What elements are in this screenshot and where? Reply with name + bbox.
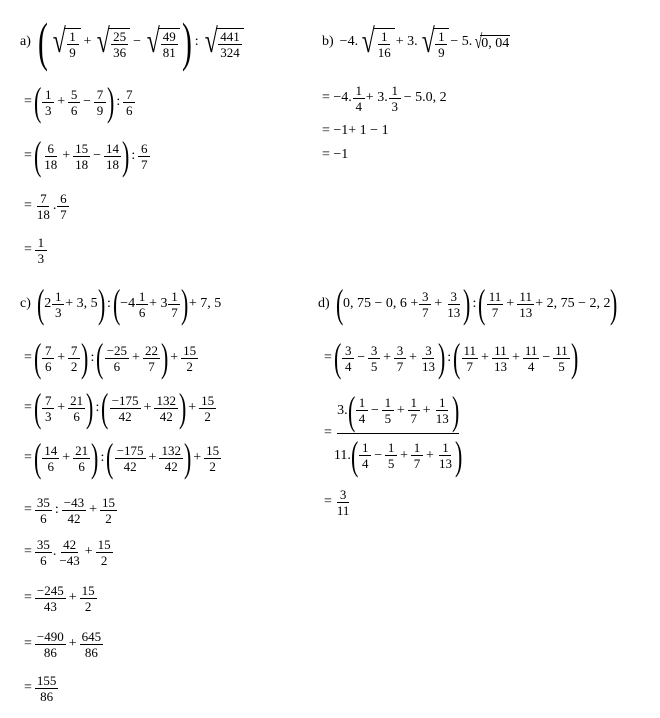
fraction: $\frac{15}{2}$ xyxy=(97,536,111,568)
fraction: $\frac{3}{7}$ xyxy=(394,344,406,373)
paren: ( xyxy=(33,335,42,380)
problem-b xyxy=(322,20,511,64)
step-a4 xyxy=(22,230,48,270)
paren: ( xyxy=(106,435,114,480)
paren: ( xyxy=(335,281,344,326)
den: 324 xyxy=(220,44,240,60)
sqrt: √ $\frac{1}{16}$ xyxy=(359,25,395,59)
fraction: $\frac{14}{18}$ xyxy=(106,140,120,172)
sqrt: √ $\frac{49}{81}$ xyxy=(144,25,180,59)
fraction: $\frac{6}{18}$ xyxy=(44,140,58,172)
fraction: $\frac{-490}{86}$ xyxy=(36,628,64,660)
fraction: $\frac{22}{7}$ xyxy=(144,342,158,374)
fraction: $\frac{-245}{43}$ xyxy=(36,582,64,614)
fraction: $\frac{15}{18}$ xyxy=(75,140,89,172)
step-d1: = ( $\frac{3}{4}$ − $\frac{3}{5}$ + $\frac{3}{7}$ + $\frac{3}{13}$ ) : ( $\frac{11}{7}$ + $\frac{11}{13}$ + $\frac{11}{4}$ − $\frac{11}{5}$ ) xyxy=(324,335,579,380)
step-c4: = $\frac{35}{6}$ : $\frac{-43}{42}$ + $\frac{15}{2}$ xyxy=(24,494,116,526)
fraction: $\frac{132}{42}$ xyxy=(161,442,181,474)
label-d: d) xyxy=(318,296,330,311)
step-a2: = ( $\frac{6}{18}$ + $\frac{15}{18}$ − $\frac{14}{18}$ ) : $\frac{6}{7}$ xyxy=(22,136,151,176)
fraction: $\frac{-175}{42}$ xyxy=(116,442,144,474)
fraction: $\frac{35}{6}$ xyxy=(36,494,50,526)
fraction: $\frac{21}{6}$ xyxy=(70,392,84,424)
step-b1 xyxy=(322,80,447,116)
paren: ( xyxy=(453,335,461,380)
paren: ) xyxy=(81,335,89,380)
fraction: $\frac{3}{11}$ xyxy=(336,486,350,518)
fraction: $\frac{645}{86}$ xyxy=(81,628,102,660)
den: 81 xyxy=(162,44,176,60)
paren: ( xyxy=(478,281,486,326)
fraction: $\frac{3}{7}$ xyxy=(419,290,431,319)
fraction: $\frac{3}{5}$ xyxy=(368,344,380,373)
label-c: c) xyxy=(20,296,31,311)
sqrt: √ $\frac{25}{36}$ xyxy=(94,25,130,59)
fraction: $\frac{7}{6}$ xyxy=(123,88,135,117)
paren: ( xyxy=(347,387,355,433)
equals: = xyxy=(24,148,32,163)
fraction: $\frac{1}{6}$ xyxy=(136,290,148,319)
fraction: $\frac{15}{2}$ xyxy=(201,392,215,424)
fraction: $\frac{1}{7}$ xyxy=(168,290,180,319)
coef: + 3. xyxy=(365,90,388,105)
sqrt: √ $\frac{441}{324}$ xyxy=(202,25,244,59)
fraction: $\frac{42}{-43}$ xyxy=(59,536,80,568)
equals: = xyxy=(24,198,32,213)
step-b3 xyxy=(322,146,348,164)
step-c2: = ( $\frac{7}{3}$ + $\frac{21}{6}$ ) : ( $\frac{-175}{42}$ + $\frac{132}{42}$ ) + $\frac{15}{2}$ xyxy=(24,385,215,430)
fraction: $\frac{11}{7}$ xyxy=(488,288,502,320)
fraction: $\frac{6}{7}$ xyxy=(138,142,150,171)
paren: ( xyxy=(36,281,45,326)
step-d3: = $\frac{3}{11}$ xyxy=(324,486,350,518)
step-c7: = $\frac{-490}{86}$ + $\frac{645}{86}$ xyxy=(24,628,102,660)
fraction: $\frac{1}{4}$ xyxy=(353,84,365,113)
fraction: $\frac{11}{7}$ xyxy=(463,342,477,374)
paren: ) xyxy=(181,12,192,72)
paren: ( xyxy=(96,335,104,380)
paren: ( xyxy=(350,432,359,478)
coef: + 3. xyxy=(395,34,418,49)
step-c5: = $\frac{35}{6}$ . $\frac{42}{-43}$ + $\frac{15}{2}$ xyxy=(24,536,111,568)
minus: − xyxy=(133,34,142,49)
fraction: $\frac{-43}{42}$ xyxy=(63,494,85,526)
paren: ) xyxy=(451,387,460,433)
paren: ( xyxy=(33,385,42,430)
den: 9 xyxy=(69,44,76,60)
fraction: $\frac{21}{6}$ xyxy=(75,442,89,474)
step-c6: = $\frac{-245}{43}$ + $\frac{15}{2}$ xyxy=(24,582,95,614)
paren: ) xyxy=(610,281,618,326)
paren: ( xyxy=(112,281,121,326)
fraction: $\frac{11}{13}$ xyxy=(519,288,533,320)
num: 49 xyxy=(162,28,176,44)
paren: ( xyxy=(33,133,42,178)
fraction: $\frac{7}{3}$ xyxy=(42,394,54,423)
paren: ) xyxy=(463,281,471,326)
plus: + xyxy=(83,34,92,49)
paren: ( xyxy=(33,435,42,480)
step-a1: = ( $\frac{1}{3}$ + $\frac{5}{6}$ − $\frac{7}{9}$ ) : $\frac{7}{6}$ xyxy=(22,82,136,122)
paren: ( xyxy=(101,385,109,430)
fraction: $\frac{15}{2}$ xyxy=(81,582,95,614)
equals: = xyxy=(24,242,32,257)
fraction: $\frac{5}{6}$ xyxy=(68,88,80,117)
label-a: a) xyxy=(20,34,31,49)
paren: ) xyxy=(122,133,130,178)
equals: = −4. xyxy=(322,90,352,105)
fraction: $\frac{-25}{6}$ xyxy=(106,342,128,374)
step-c1: = ( $\frac{7}{6}$ + $\frac{7}{2}$ ) : ( $\frac{-25}{6}$ + $\frac{22}{7}$ ) + $\frac{15}{2}$ xyxy=(24,335,197,380)
fraction: $\frac{7}{6}$ xyxy=(42,344,54,373)
sqrt: √ $\frac{1}{9}$ xyxy=(50,25,81,59)
fraction: $\frac{3}{13}$ xyxy=(421,342,435,374)
divide: : xyxy=(194,34,199,49)
fraction: $\frac{132}{42}$ xyxy=(156,392,176,424)
paren: ( xyxy=(333,335,342,380)
dot: . xyxy=(52,198,57,213)
coef: −4. xyxy=(339,34,359,49)
paren: ) xyxy=(183,435,192,480)
paren: ( xyxy=(33,79,42,124)
step-c8: = $\frac{155}{86}$ xyxy=(24,672,57,704)
fraction: $\frac{-175}{42}$ xyxy=(111,392,139,424)
fraction: $\frac{3}{4}$ xyxy=(342,344,354,373)
fraction: $\frac{11}{5}$ xyxy=(555,342,568,374)
fraction: $\frac{7}{2}$ xyxy=(68,344,80,373)
step-text: = −1+ 1 − 1 xyxy=(322,123,389,138)
problem-d: d) ( 0, 75 − 0, 6 + $\frac{3}{7}$ + $\frac{3}{13}$ ) : ( $\frac{11}{7}$ + $\frac{11}{13}$ + 2, 75 − 2, 2 ) xyxy=(318,281,618,326)
fraction: $\frac{15}{2}$ xyxy=(206,442,220,474)
paren: ) xyxy=(91,435,99,480)
step-b2 xyxy=(322,122,389,140)
fraction: $\frac{15}{2}$ xyxy=(183,342,197,374)
fraction: $\frac{14}{6}$ xyxy=(44,442,58,474)
step-text: = −1 xyxy=(322,147,349,162)
big-fraction: 3. ( $\frac{1}{4}$ − $\frac{1}{5}$ + $\frac{1}{7}$ + $\frac{1}{13}$ ) 11. ( $\frac{1}{4}$ − $\frac{1}{5}$ + $\frac{1}{7}$ + $\frac{1}{13}$ ) xyxy=(333,387,463,478)
fraction: $\frac{7}{18}$ xyxy=(36,190,50,222)
paren: ) xyxy=(107,79,115,124)
label-b: b) xyxy=(322,34,334,49)
fraction: $\frac{1}{3}$ xyxy=(35,236,47,265)
step-a3 xyxy=(22,186,70,226)
paren: ) xyxy=(437,335,446,380)
fraction: $\frac{11}{4}$ xyxy=(524,342,538,374)
fraction: $\frac{1}{3}$ xyxy=(42,88,54,117)
fraction: $\frac{1}{3}$ xyxy=(52,290,64,319)
paren: ( xyxy=(37,12,48,72)
step-c3: = ( $\frac{14}{6}$ + $\frac{21}{6}$ ) : ( $\frac{-175}{42}$ + $\frac{132}{42}$ ) + $\frac{15}{2}$ xyxy=(24,435,220,480)
fraction: $\frac{3}{13}$ xyxy=(447,288,461,320)
problem-a xyxy=(20,12,245,72)
paren: ) xyxy=(160,335,169,380)
step-d2: = 3. ( $\frac{1}{4}$ − $\frac{1}{5}$ + $\frac{1}{7}$ + $\frac{1}{13}$ ) 11. ( $\frac{1}{4}$ − $\frac{1}{5}$ + $\frac{1}{7}$ + $\frac{1}{13}$ ) xyxy=(324,387,463,478)
paren: ) xyxy=(86,385,94,430)
paren: ) xyxy=(570,335,579,380)
sqrt: √ $\frac{1}{9}$ xyxy=(419,25,450,59)
fraction: $\frac{35}{6}$ xyxy=(36,536,50,568)
paren: ) xyxy=(97,281,105,326)
tail: − 5.0, 2 xyxy=(403,90,447,105)
paren: ) xyxy=(454,432,463,478)
coef: − 5. xyxy=(450,34,473,49)
paren: ) xyxy=(178,385,187,430)
sqrt: √ 0, 04 xyxy=(474,31,510,53)
num: 25 xyxy=(113,28,127,44)
fraction: $\frac{11}{13}$ xyxy=(493,342,507,374)
den: 36 xyxy=(113,44,127,60)
num: 441 xyxy=(220,28,240,44)
num: 1 xyxy=(67,30,79,45)
equals: = xyxy=(24,94,32,109)
problem-c: c) ( 2 $\frac{1}{3}$ + 3, 5 ) : ( −4 $\frac{1}{6}$ + 3 $\frac{1}{7}$ ) + 7, 5 xyxy=(20,281,222,326)
fraction: $\frac{7}{9}$ xyxy=(94,88,106,117)
fraction: $\frac{1}{3}$ xyxy=(389,84,401,113)
paren: ) xyxy=(181,281,189,326)
fraction: $\frac{155}{86}$ xyxy=(36,672,57,704)
fraction: $\frac{15}{2}$ xyxy=(102,494,116,526)
fraction: $\frac{6}{7}$ xyxy=(57,192,69,221)
